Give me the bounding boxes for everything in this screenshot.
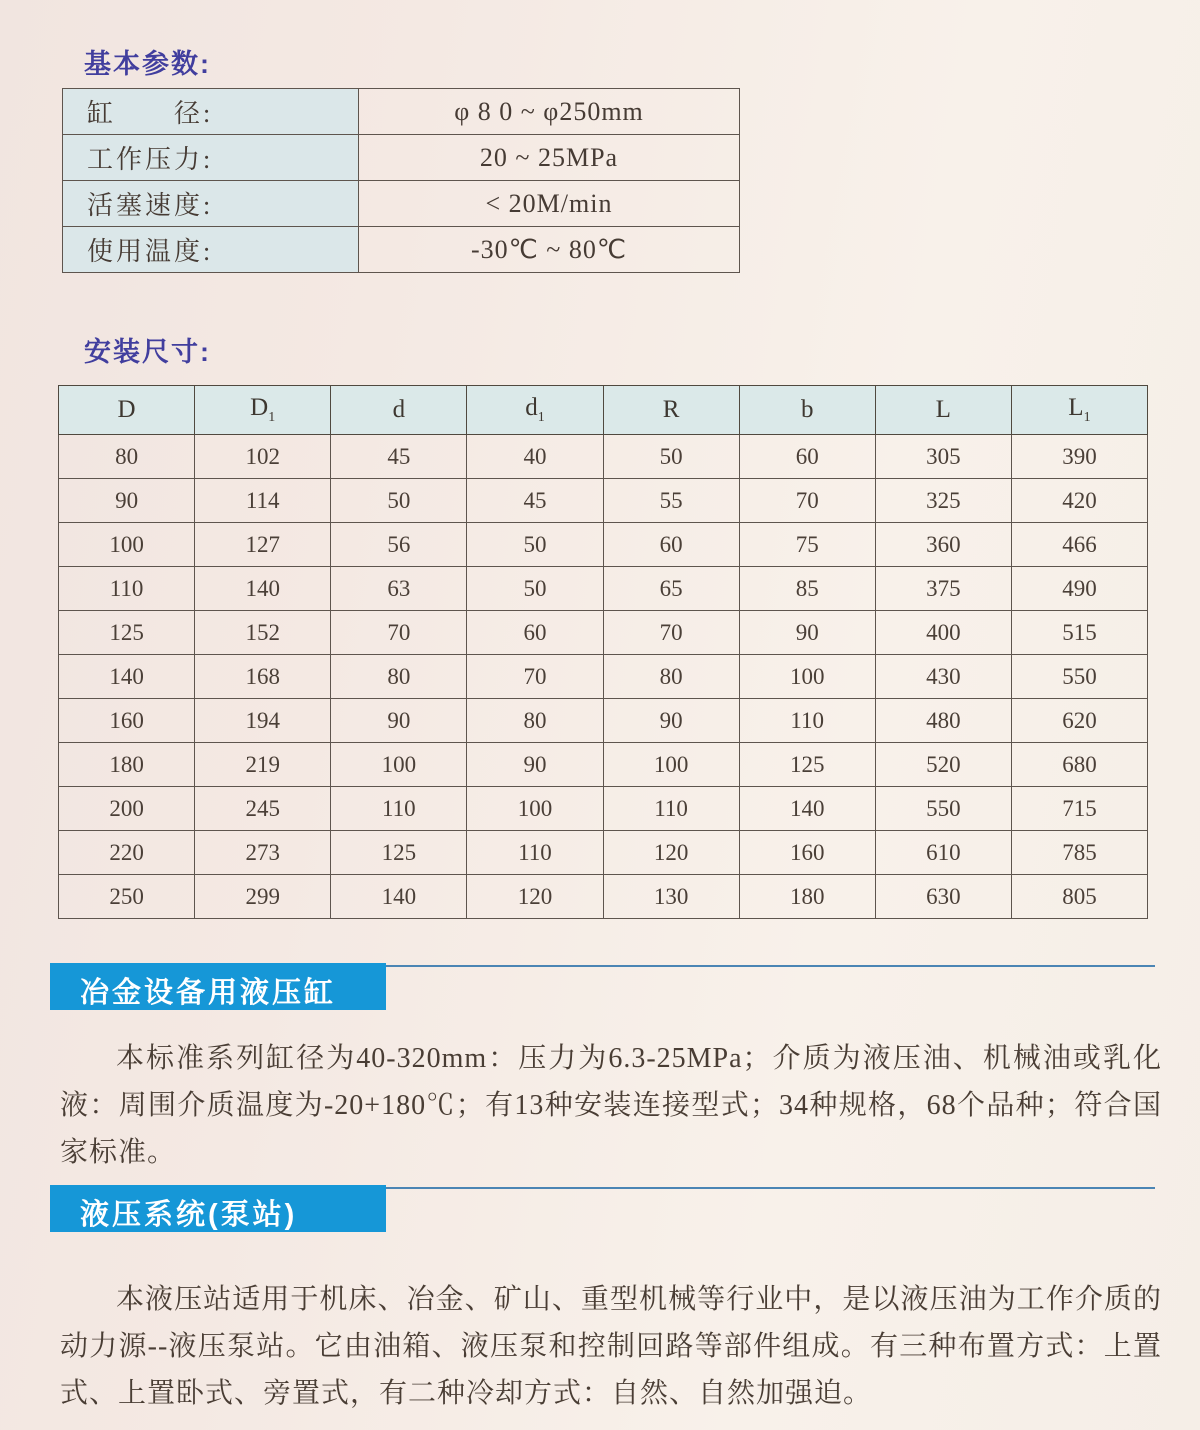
- table-row: [59, 435, 1148, 479]
- table-cell: 245: [195, 787, 331, 831]
- table-cell: 160: [59, 699, 195, 743]
- table-cell: 168: [195, 655, 331, 699]
- table-cell: 80: [603, 655, 739, 699]
- column-header: L: [875, 386, 1011, 435]
- basic-params-table: [62, 88, 740, 273]
- table-cell: 85: [739, 567, 875, 611]
- banner-rule-line: [386, 1187, 1155, 1189]
- param-row: [63, 135, 740, 181]
- table-cell: 360: [875, 523, 1011, 567]
- table-cell: 45: [331, 435, 467, 479]
- table-cell: 60: [467, 611, 603, 655]
- table-cell: 110: [467, 831, 603, 875]
- banner-rule-line: [386, 965, 1155, 967]
- param-label: 活塞速度:: [63, 181, 359, 227]
- table-cell: 219: [195, 743, 331, 787]
- table-cell: 80: [467, 699, 603, 743]
- param-row: [63, 227, 740, 273]
- table-cell: 80: [331, 655, 467, 699]
- param-value: 20 ~ 25MPa: [359, 135, 740, 181]
- table-cell: 273: [195, 831, 331, 875]
- table-cell: 520: [875, 743, 1011, 787]
- table-cell: 90: [739, 611, 875, 655]
- table-cell: 125: [331, 831, 467, 875]
- table-cell: 110: [59, 567, 195, 611]
- table-cell: 70: [739, 479, 875, 523]
- table-cell: 50: [467, 523, 603, 567]
- param-row: [63, 89, 740, 135]
- table-cell: 70: [331, 611, 467, 655]
- table-cell: 140: [331, 875, 467, 919]
- table-cell: 400: [875, 611, 1011, 655]
- table-cell: 152: [195, 611, 331, 655]
- table-cell: 102: [195, 435, 331, 479]
- table-cell: 114: [195, 479, 331, 523]
- param-value: < 20M/min: [359, 181, 740, 227]
- table-cell: 60: [739, 435, 875, 479]
- table-cell: 100: [331, 743, 467, 787]
- table-cell: 620: [1011, 699, 1147, 743]
- table-row: [59, 479, 1148, 523]
- table-cell: 100: [467, 787, 603, 831]
- table-cell: 680: [1011, 743, 1147, 787]
- table-cell: 50: [467, 567, 603, 611]
- table-cell: 466: [1011, 523, 1147, 567]
- table-cell: 65: [603, 567, 739, 611]
- table-cell: 90: [59, 479, 195, 523]
- table-cell: 110: [603, 787, 739, 831]
- table-row: [59, 655, 1148, 699]
- table-cell: 299: [195, 875, 331, 919]
- table-cell: 325: [875, 479, 1011, 523]
- table-row: [59, 787, 1148, 831]
- table-cell: 56: [331, 523, 467, 567]
- dimensions-table: [58, 385, 1148, 919]
- table-cell: 90: [603, 699, 739, 743]
- table-row: [59, 699, 1148, 743]
- column-header: $L_1$: [1011, 386, 1147, 435]
- table-cell: 100: [603, 743, 739, 787]
- table-cell: 480: [875, 699, 1011, 743]
- param-row: [63, 181, 740, 227]
- section-banner-hydraulic-system: [50, 1185, 1155, 1232]
- table-cell: 250: [59, 875, 195, 919]
- table-cell: 90: [331, 699, 467, 743]
- table-cell: 110: [739, 699, 875, 743]
- table-cell: 430: [875, 655, 1011, 699]
- param-value: φ 8 0 ~ φ250mm: [359, 89, 740, 135]
- table-row: [59, 611, 1148, 655]
- table-cell: 785: [1011, 831, 1147, 875]
- table-cell: 90: [467, 743, 603, 787]
- dimensions-table-head-row: [59, 386, 1148, 435]
- table-cell: 40: [467, 435, 603, 479]
- table-cell: 70: [467, 655, 603, 699]
- table-cell: 100: [59, 523, 195, 567]
- column-header: b: [739, 386, 875, 435]
- table-cell: 550: [1011, 655, 1147, 699]
- table-cell: 550: [875, 787, 1011, 831]
- table-cell: 715: [1011, 787, 1147, 831]
- table-cell: 50: [603, 435, 739, 479]
- column-header: $D_1$: [195, 386, 331, 435]
- param-label: 缸 径:: [63, 89, 359, 135]
- table-cell: 100: [739, 655, 875, 699]
- table-row: [59, 567, 1148, 611]
- install-dimensions-heading: 安装尺寸:: [84, 337, 211, 367]
- column-header: D: [59, 386, 195, 435]
- table-cell: 420: [1011, 479, 1147, 523]
- param-label: 工作压力:: [63, 135, 359, 181]
- table-cell: 220: [59, 831, 195, 875]
- banner-label: 液压系统(泵站): [50, 1185, 386, 1232]
- table-cell: 130: [603, 875, 739, 919]
- table-cell: 110: [331, 787, 467, 831]
- table-cell: 515: [1011, 611, 1147, 655]
- table-cell: 490: [1011, 567, 1147, 611]
- table-cell: 70: [603, 611, 739, 655]
- table-cell: 630: [875, 875, 1011, 919]
- table-cell: 805: [1011, 875, 1147, 919]
- banner-label: 冶金设备用液压缸: [50, 963, 386, 1010]
- column-header: R: [603, 386, 739, 435]
- table-cell: 140: [739, 787, 875, 831]
- table-cell: 305: [875, 435, 1011, 479]
- dimensions-table-body: [59, 435, 1148, 919]
- section-banner-metallurgy: [50, 963, 1155, 1010]
- table-cell: 50: [331, 479, 467, 523]
- table-cell: 180: [59, 743, 195, 787]
- table-cell: 125: [739, 743, 875, 787]
- table-row: [59, 831, 1148, 875]
- table-cell: 127: [195, 523, 331, 567]
- basic-params-heading: 基本参数:: [84, 49, 211, 79]
- table-row: [59, 875, 1148, 919]
- table-cell: 390: [1011, 435, 1147, 479]
- table-cell: 610: [875, 831, 1011, 875]
- param-label: 使用温度:: [63, 227, 359, 273]
- table-row: [59, 523, 1148, 567]
- table-cell: 200: [59, 787, 195, 831]
- column-header: d: [331, 386, 467, 435]
- table-cell: 180: [739, 875, 875, 919]
- column-header: $d_1$: [467, 386, 603, 435]
- table-row: [59, 743, 1148, 787]
- table-cell: 80: [59, 435, 195, 479]
- table-cell: 75: [739, 523, 875, 567]
- table-cell: 140: [195, 567, 331, 611]
- table-cell: 160: [739, 831, 875, 875]
- table-cell: 140: [59, 655, 195, 699]
- table-cell: 60: [603, 523, 739, 567]
- table-cell: 375: [875, 567, 1011, 611]
- table-cell: 45: [467, 479, 603, 523]
- table-cell: 194: [195, 699, 331, 743]
- table-cell: 55: [603, 479, 739, 523]
- param-value: -30℃ ~ 80℃: [359, 227, 740, 273]
- table-cell: 120: [467, 875, 603, 919]
- paragraph-metallurgy: 本标准系列缸径为40-320mm：压力为6.3-25MPa；介质为液压油、机械油或乳化液：周围介质温度为-20+180℃；有13种安装连接型式；34种规格，68个品种；符合国家标准。: [60, 1043, 1162, 1168]
- table-cell: 125: [59, 611, 195, 655]
- paragraph-hydraulic-system: 本液压站适用于机床、冶金、矿山、重型机械等行业中，是以液压油为工作介质的动力源--液压泵站。它由油箱、液压泵和控制回路等部件组成。有三种布置方式：上置式、上置卧式、旁置式，有二种冷却方式：自然、自然加强迫。: [60, 1284, 1162, 1409]
- table-cell: 120: [603, 831, 739, 875]
- table-cell: 63: [331, 567, 467, 611]
